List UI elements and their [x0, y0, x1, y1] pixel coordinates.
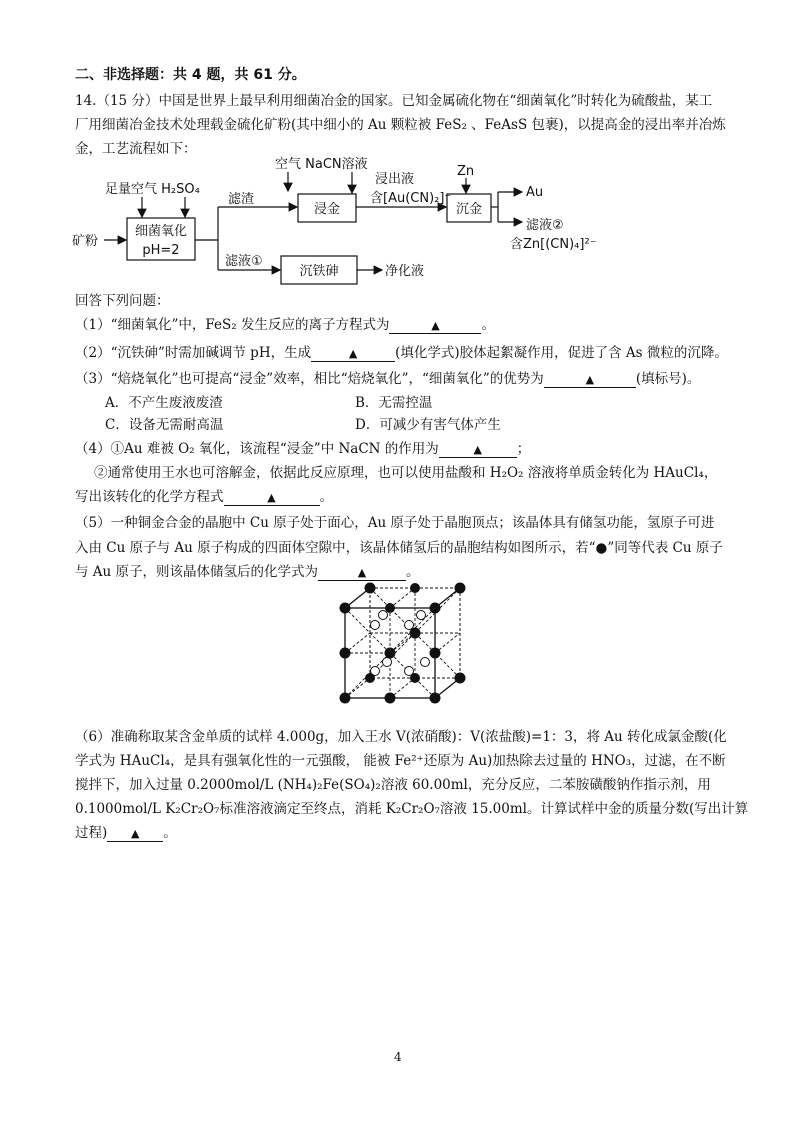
metal-atom — [455, 673, 466, 684]
hydrogen-atom — [371, 621, 380, 630]
metal-atom — [340, 648, 351, 659]
question-intro-line-2: 厂用细菌冶金技术处理载金硫化矿粉(其中细小的 Au 颗粒被 FeS₂ 、FeAsS 包裹)，以提高金的浸出率并冶炼 — [75, 117, 726, 133]
q4-part1-blank-marker: ▲ — [473, 443, 483, 456]
q4-part1-text: （4）①Au 难被 O₂ 氧化，该流程“浸金”中 NaCN 的作用为 — [75, 441, 439, 457]
metal-atom — [410, 673, 420, 683]
q4-part1-answer-blank[interactable] — [439, 442, 517, 458]
q6-line-2: 学式为 HAuCl₄，是具有强氧化性的一元强酸， 能被 Fe²⁺还原为 Au)加热除去过量的 HNO₃，过滤，在不断 — [75, 753, 726, 769]
q1-answer-blank[interactable] — [389, 318, 481, 334]
hydrogen-atom — [421, 658, 430, 667]
q6-text: 过程) — [75, 825, 108, 841]
filtrate2-label-2: 含Zn[(CN)₄]²⁻ — [510, 237, 597, 252]
metal-atom — [430, 603, 441, 614]
clean-liquid-label: 净化液 — [385, 264, 425, 279]
q3-option-b: B．无需控温 — [355, 395, 433, 411]
q6-line-4: 0.1000mol/L K₂Cr₂O₇标准溶液滴定至终点，消耗 K₂Cr₂O₇溶液 15.00ml。计算试样中金的质量分数(写出计算 — [75, 801, 749, 817]
q4-part1-end: ； — [516, 441, 531, 457]
q3-option-a: A．不产生废液废渣 — [105, 395, 223, 411]
product-au-label: Au — [526, 185, 544, 200]
q2-end: (填化学式)胶体起絮凝作用，促进了含 As 微粒的沉降。 — [395, 345, 728, 361]
q3-line — [75, 370, 700, 388]
page-number: 4 — [394, 1050, 402, 1064]
q4-part3-end: 。 — [319, 489, 333, 505]
filtrate1-label: 滤液① — [225, 254, 263, 269]
question-intro-line-3: 金，工艺流程如下： — [75, 141, 197, 157]
metal-atom — [410, 583, 420, 593]
hydrogen-atom — [405, 621, 414, 630]
metal-atom — [365, 673, 375, 683]
q4-part3-text: 写出该转化的化学方程式 — [75, 489, 224, 505]
metal-atom — [340, 693, 351, 704]
q4-part2-line: ②通常使用王水也可溶解金，依据此反应原理，也可以使用盐酸和 H₂O₂ 溶液将单质金转化为 HAuCl₄， — [94, 465, 718, 481]
box-bacterial-oxidation-label-2: pH=2 — [142, 243, 180, 258]
q5-line-2: 入由 Cu 原子与 Au 原子构成的四面体空隙中，该晶体储氢后的晶胞结构如图所示，若“●”同等代表 Cu 原子 — [75, 540, 723, 556]
q3-answer-blank[interactable] — [544, 372, 636, 388]
zn-label: Zn — [457, 164, 475, 179]
q1-end: 。 — [481, 317, 495, 333]
q3-end: (填标号)。 — [635, 371, 701, 387]
process-flowchart — [70, 155, 630, 290]
hydrogen-atom — [379, 611, 388, 620]
metal-atom — [455, 583, 466, 594]
filtrate2-label-1: 滤液② — [526, 218, 564, 233]
q5-end: 。 — [406, 564, 420, 580]
q4-part3-blank-marker: ▲ — [267, 491, 276, 504]
q6-blank-marker: ▲ — [131, 827, 140, 840]
q5-blank-marker: ▲ — [357, 566, 367, 579]
q6-line-5 — [75, 824, 177, 842]
oxidation-inputs-label: 足量空气 H₂SO₄ — [105, 182, 200, 197]
box-bacterial-oxidation-label-1: 细菌氧化 — [134, 224, 188, 239]
metal-atom — [385, 603, 395, 613]
q3-text: （3）“焙烧氧化”也可提高“浸金”效率，相比“焙烧氧化”，“细菌氧化”的优势为 — [75, 371, 544, 387]
q5-text: 与 Au 原子，则该晶体储氢后的化学式为 — [75, 564, 319, 580]
metal-atom — [340, 603, 351, 614]
metal-atom — [365, 583, 376, 594]
q2-text: （2）“沉铁砷”时需加碱调节 pH，生成 — [75, 345, 312, 361]
q4-part1-line — [75, 440, 530, 458]
q6-line-1: （6）准确称取某含金单质的试样 4.000g，加入王水 V(浓硝酸)：V(浓盐酸)=1：3，将 Au 转化成氯金酸(化 — [75, 729, 727, 745]
q3-option-d: D．可减少有害气体产生 — [355, 417, 501, 433]
question-intro-line-1: 14.（15 分）中国是世界上最早利用细菌冶金的国家。已知金属硫化物在“细菌氧化”时转化为硫酸盐，某工 — [75, 93, 713, 109]
q2-blank-marker: ▲ — [348, 347, 358, 360]
metal-atom — [410, 628, 421, 639]
q3-blank-marker: ▲ — [585, 373, 595, 386]
metal-atom — [430, 693, 441, 704]
box-gold-precipitation-label: 沉金 — [455, 202, 483, 217]
leach-inputs-label: 空气 NaCN溶液 — [275, 157, 368, 172]
answer-prompt: 回答下列问题： — [75, 293, 170, 309]
q5-line-1: （5）一种铜金合金的晶胞中 Cu 原子处于面心，Au 原子处于晶胞顶点；该晶体具有储氢功能，氢原子可进 — [75, 515, 715, 531]
q2-answer-blank[interactable] — [311, 346, 395, 362]
ore-label: 矿粉 — [72, 234, 99, 249]
box-gold-leaching-label: 浸金 — [313, 202, 341, 217]
q6-line-3: 搅拌下，加入过量 0.2000mol/L (NH₄)₂Fe(SO₄)₂溶液 60.00ml，充分反应，二苯胺磺酸钠作指示剂，用 — [75, 777, 711, 793]
q4-part3-line — [75, 488, 333, 506]
hydrogen-atom — [383, 658, 392, 667]
hydrogen-atom — [417, 611, 426, 620]
box-arsenic-precipitation-label: 沉铁砷 — [299, 264, 339, 279]
q4-part3-answer-blank[interactable] — [224, 490, 320, 506]
residue-label: 滤渣 — [228, 192, 255, 207]
q1-text: （1）“细菌氧化”中，FeS₂ 发生反应的离子方程式为 — [75, 317, 390, 333]
q1-blank-marker: ▲ — [431, 319, 440, 332]
q3-option-c: C．设备无需耐高温 — [105, 417, 224, 433]
leachate-label-2: 含[Au(CN)₂]⁻ — [370, 191, 452, 206]
metal-atom — [385, 648, 396, 659]
q6-end: 。 — [163, 825, 177, 841]
q1-line — [75, 316, 495, 334]
metal-atom — [430, 648, 441, 659]
metal-atom — [385, 693, 396, 704]
section-title: 二、非选择题：共 4 题，共 61 分。 — [75, 67, 306, 83]
q2-line — [75, 344, 728, 362]
crystal-unit-cell-figure — [325, 578, 475, 713]
leachate-label-1: 浸出液 — [375, 172, 415, 187]
q6-answer-blank[interactable] — [107, 826, 163, 842]
